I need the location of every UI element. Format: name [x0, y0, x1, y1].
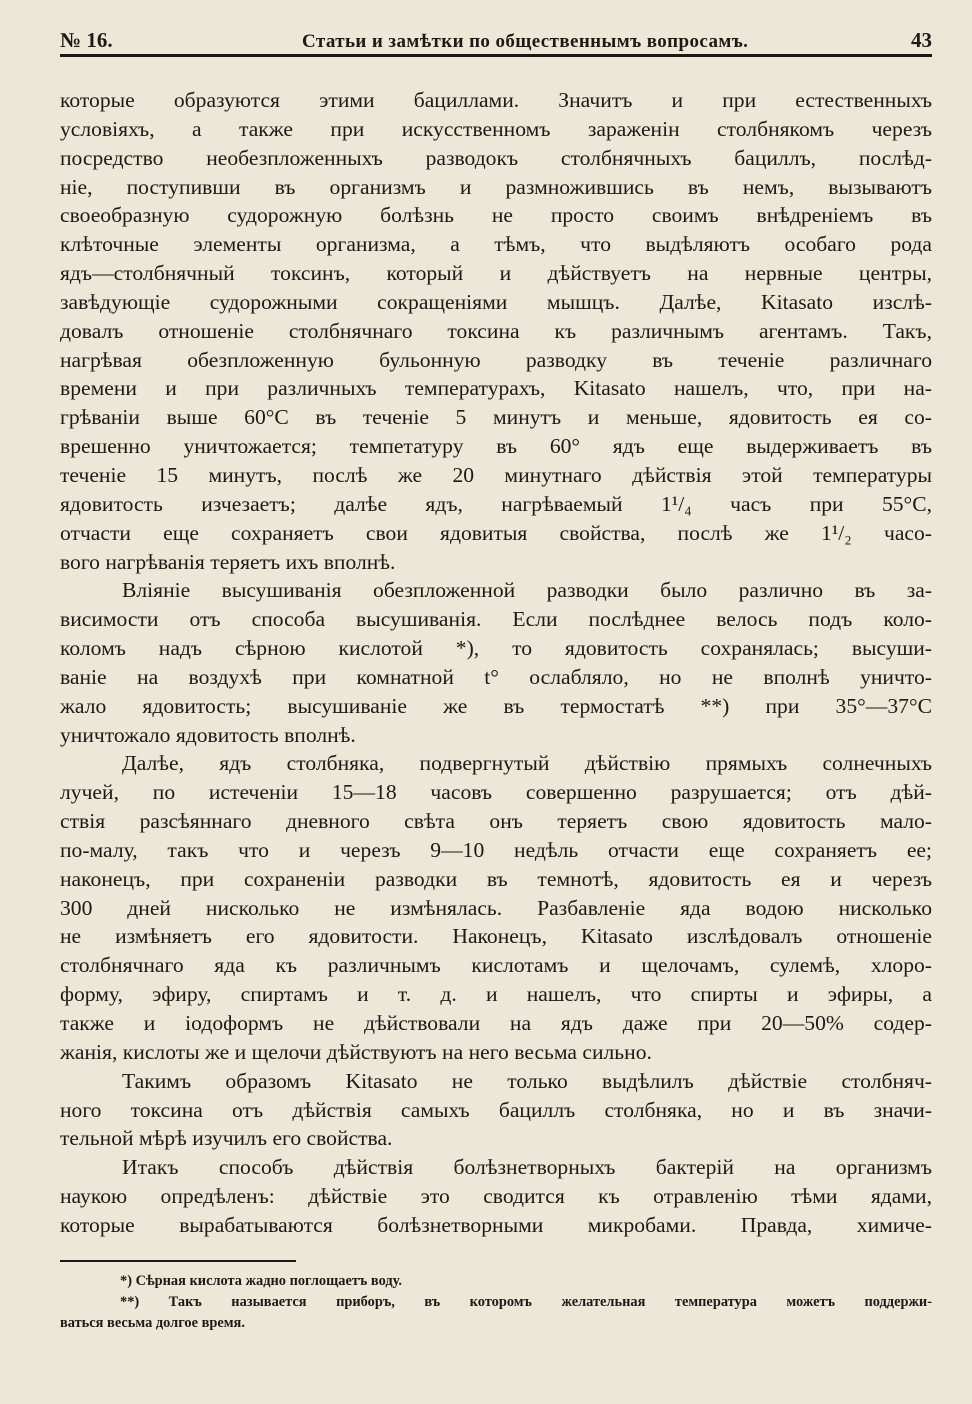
text-line: наконецъ, при сохраненіи разводки въ темнотѣ, ядовитость ея и черезъ [60, 866, 932, 891]
text-line: лучей, по истеченіи 15—18 часовъ совершенно разрушается; отъ дѣй- [60, 780, 932, 805]
text-line: нагрѣвая обезпложенную бульонную разводку въ теченіе различнаго [60, 347, 932, 372]
text-line: жало ядовитость; высушиваніе же въ термостатѣ **) при 35°—37°C [60, 693, 932, 718]
text-line: по-малу, такъ что и черезъ 9—10 недѣль отчасти еще сохраняетъ ее; [60, 837, 932, 862]
text-line: наукою опредѣленъ: дѣйствіе это сводится къ отравленію тѣми ядами, [60, 1184, 932, 1209]
text-line: коломъ надъ сѣрною кислотой *), то ядовитость сохранялась; высуши- [60, 636, 932, 661]
text-line: уничтожало ядовитость вполнѣ. [60, 722, 356, 747]
text-line: столбнячнаго яда къ различнымъ кислотамъ и щелочамъ, сулемѣ, хлоро- [60, 953, 932, 978]
text-line: ядовитость изчезаетъ; далѣе ядъ, нагрѣваемый 1¹/₄ часъ при 55°C, [60, 491, 932, 516]
text-line: времени и при различныхъ температурахъ, Kitasato нашелъ, что, при на- [60, 376, 932, 401]
issue-number: № 16. [60, 28, 113, 52]
header-rule [60, 54, 932, 57]
text-line: теченіе 15 минутъ, послѣ же 20 минутнаго дѣйствія этой температуры [60, 462, 932, 487]
text-line: Вліяніе высушиванія обезпложенной разводки было различно въ за- [122, 578, 932, 603]
text-line: отчасти еще сохраняетъ свои ядовитыя свойства, послѣ же 1¹/₂ часо- [60, 520, 932, 545]
text-line: также и іодоформъ не дѣйствовали на ядъ даже при 20—50% содер- [60, 1011, 932, 1035]
text-line: 300 дней нисколько не измѣнялась. Разбавленіе яда водою нисколько [60, 895, 932, 920]
text-line: Такимъ образомъ Kitasato не только выдѣлилъ дѣйствіе столбняч- [122, 1068, 932, 1093]
text-line: ного токсина отъ дѣйствія самыхъ бациллъ столбняка, но и въ значи- [60, 1097, 932, 1122]
footnote-1: *) Сѣрная кислота жадно поглощаетъ воду. [120, 1273, 402, 1289]
text-line: ваніе на воздухѣ при комнатной t° ослабляло, но не вполнѣ уничто- [60, 664, 932, 689]
text-line: которые вырабатываются болѣзнетворными микробами. Правда, химиче- [60, 1212, 932, 1237]
footnotes [60, 1271, 932, 1334]
text-line: вого нагрѣванія теряетъ ихъ вполнѣ. [60, 549, 396, 574]
text-line: клѣточные элементы организма, а тѣмъ, что выдѣляютъ особаго рода [60, 232, 932, 257]
text-line: условіяхъ, а также при искусственномъ зараженін столбнякомъ черезъ [60, 116, 932, 141]
text-line: Итакъ способъ дѣйствія болѣзнетворныхъ бактерій на организмъ [122, 1155, 932, 1180]
text-line: ядъ—столбнячный токсинъ, который и дѣйствуетъ на нервные центры, [60, 261, 932, 286]
text-line: ніе, поступивши въ организмъ и размножившись въ немъ, вызываютъ [60, 174, 932, 199]
text-line: врешенно уничтожается; темпетатуру въ 60° ядъ еще выдерживаетъ въ [60, 434, 932, 459]
footnote-2-line-2: ваться весьма долгое время. [60, 1315, 245, 1331]
body-text [60, 86, 932, 1240]
text-line: висимости отъ способа высушиванія. Если послѣднее велось подъ коло- [60, 607, 932, 632]
text-line: форму, эфиру, спиртамъ и т. д. и нашелъ, что спирты и эфиры, а [60, 982, 932, 1007]
page-number: 43 [911, 28, 932, 52]
text-line: грѣваніи выше 60°C въ теченіе 5 минутъ и меньше, ядовитость ея со- [60, 405, 932, 430]
running-head [60, 24, 932, 54]
text-line: завѣдующіе судорожными сокращеніями мышцъ. Далѣе, Kitasato изслѣ- [60, 289, 932, 314]
text-line: Далѣе, ядъ столбняка, подвергнутый дѣйствію прямыхъ солнечныхъ [122, 751, 932, 776]
text-line: посредство необезпложенныхъ разводокъ столбнячныхъ бациллъ, послѣд- [60, 145, 932, 170]
text-line: тельной мѣрѣ изучилъ его свойства. [60, 1126, 393, 1151]
text-line: довалъ отношеніе столбнячнаго токсина къ различнымъ агентамъ. Такъ, [60, 318, 932, 343]
text-line: жанія, кислоты же и щелочи дѣйствуютъ на него весьма сильно. [60, 1039, 652, 1064]
footnote-2-line-1: **) Такъ называется приборъ, въ которомъ желательная температура можетъ поддержи- [120, 1294, 932, 1310]
footnote-rule [60, 1260, 296, 1262]
text-line: которые образуются этими бациллами. Значитъ и при естественныхъ [60, 88, 932, 112]
running-title: Статьи и замѣтки по общественнымъ вопросамъ. [302, 31, 749, 52]
text-line: своеобразную судорожную болѣзнь не просто своимъ внѣдреніемъ въ [60, 203, 932, 228]
text-line: ствія разсѣяннаго дневного свѣта онъ теряетъ свою ядовитость мало- [60, 809, 932, 834]
text-line: не измѣняетъ его ядовитости. Наконецъ, Kitasato изслѣдовалъ отношеніе [60, 924, 932, 949]
